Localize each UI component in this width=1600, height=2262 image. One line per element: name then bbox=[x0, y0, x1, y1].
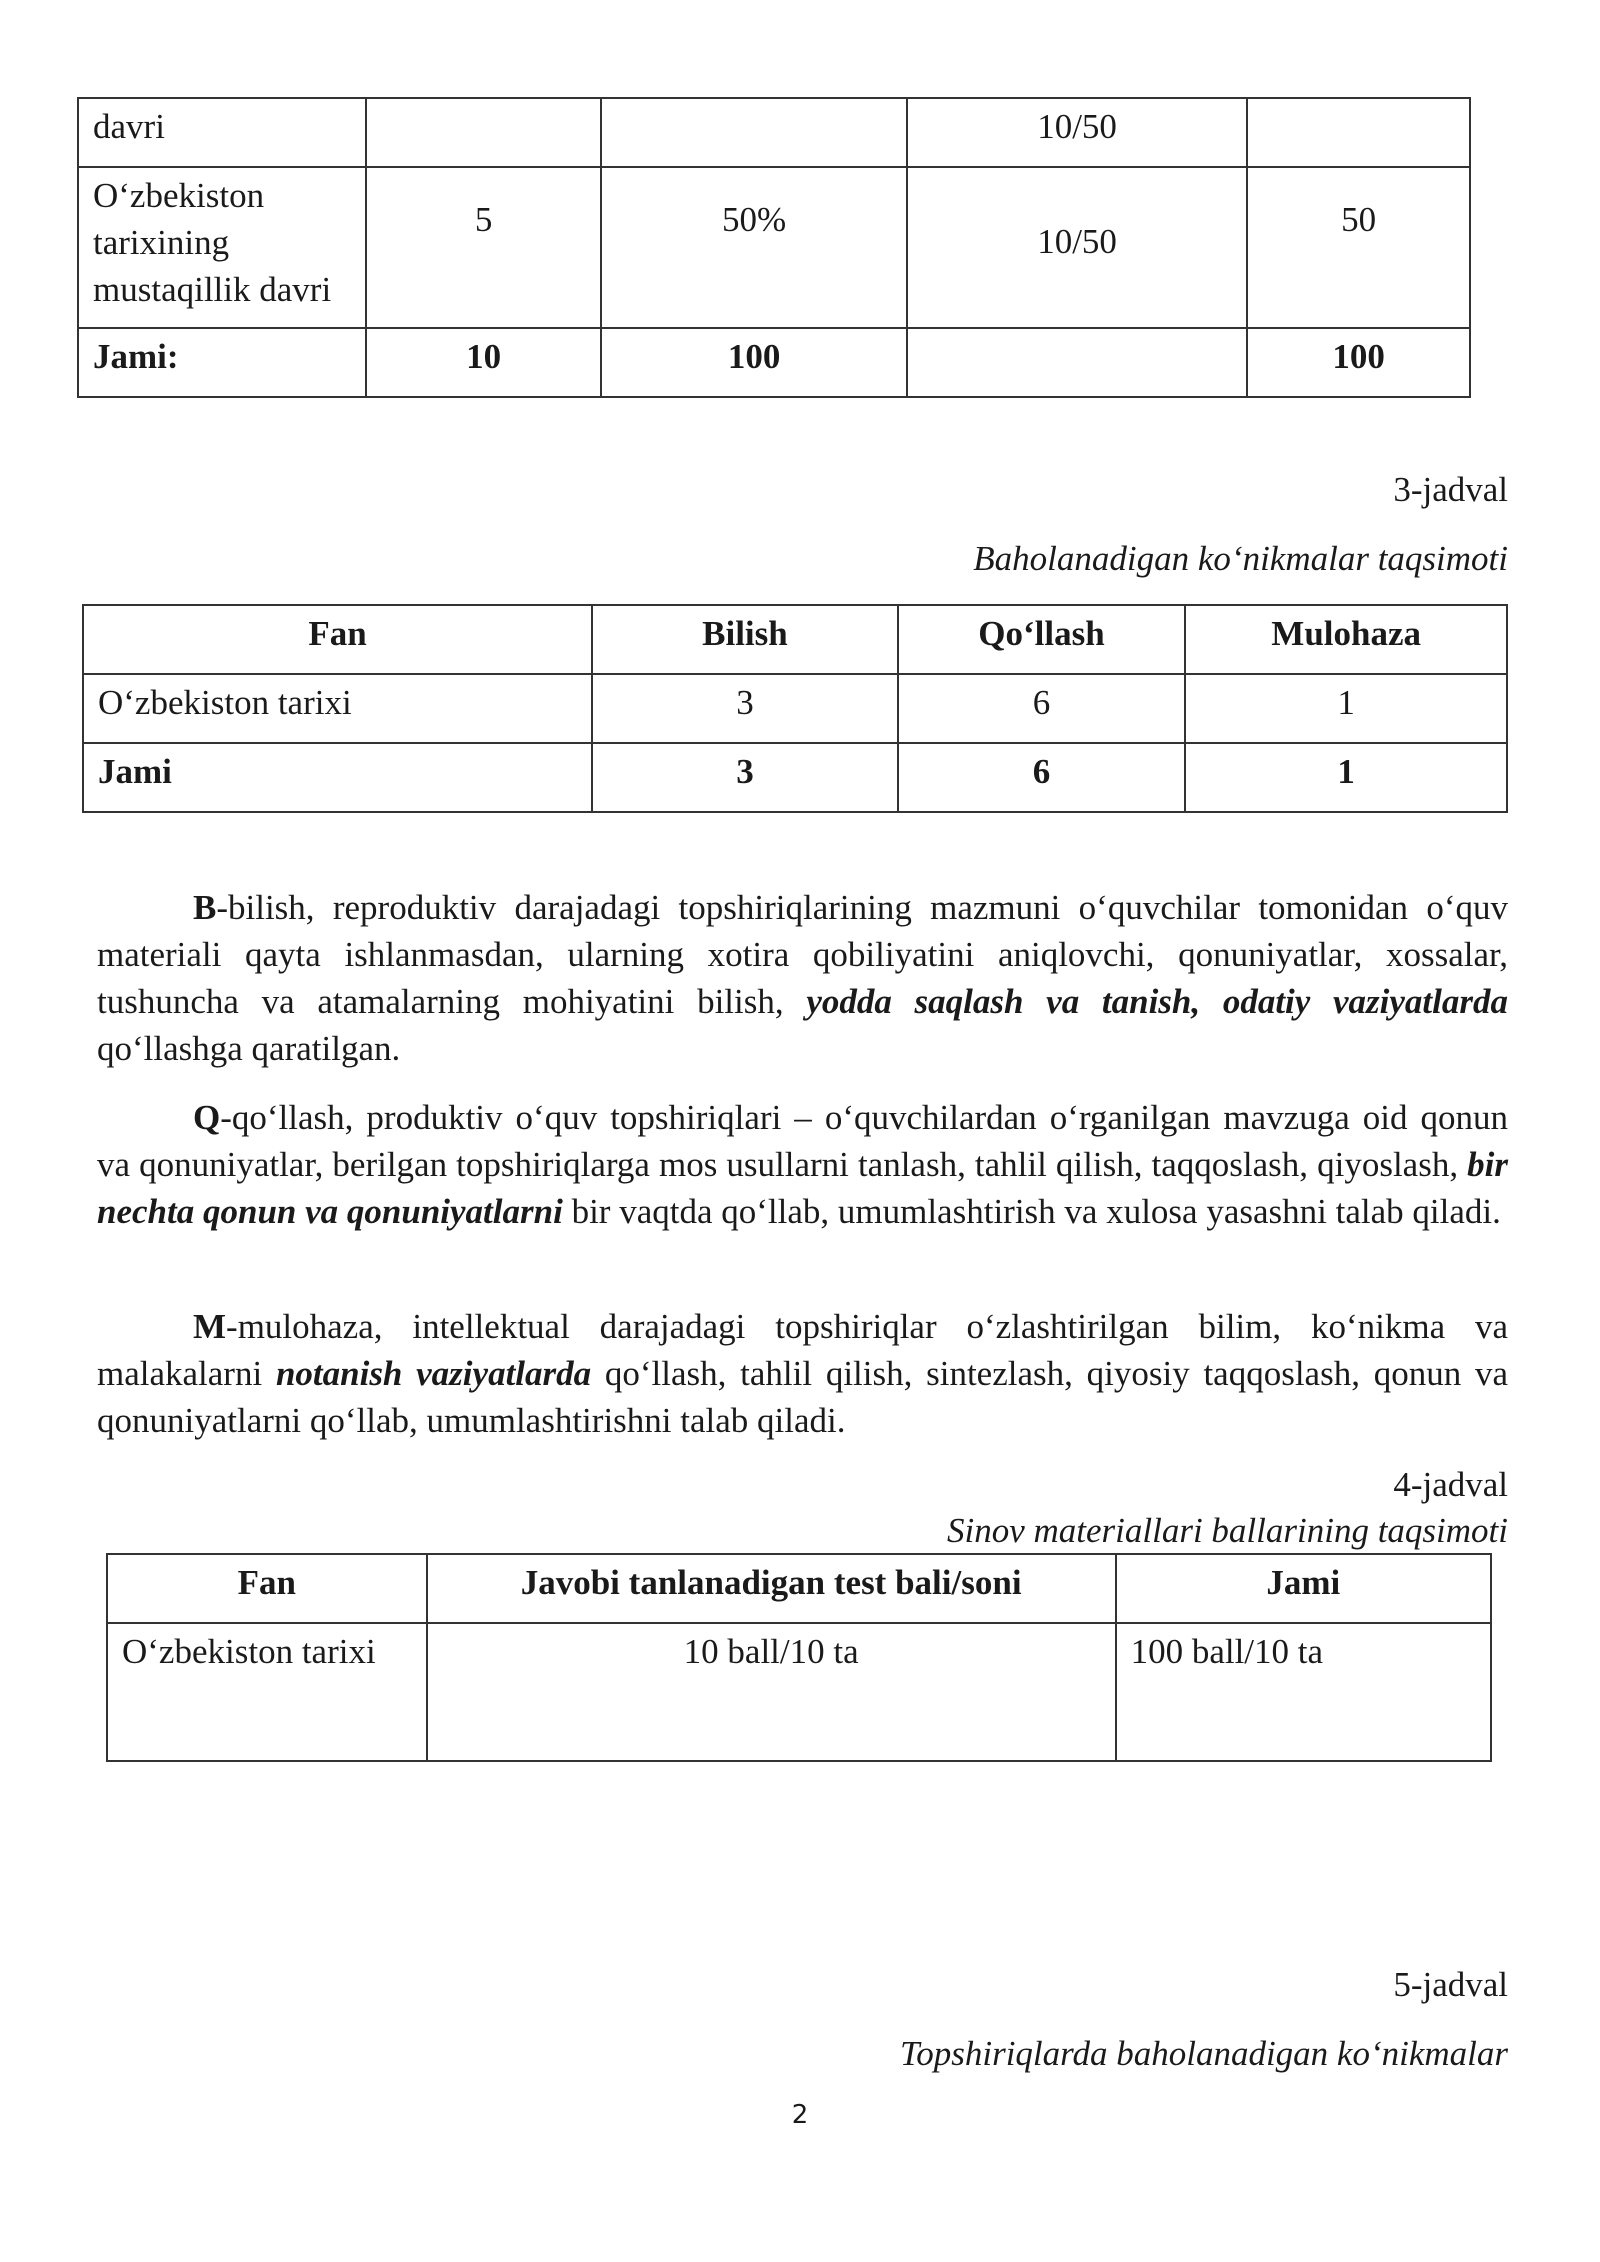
table-cell bbox=[907, 328, 1247, 397]
table-cell: Jami bbox=[83, 743, 592, 812]
table-cell bbox=[601, 98, 906, 167]
paragraph-bilish bbox=[97, 884, 1508, 1072]
paragraph-text: bir vaqtda qo‘llab, umumlashtirish va xulosa yasashni talab qiladi. bbox=[562, 1192, 1501, 1231]
table-3-number: 3-jadval bbox=[1393, 470, 1508, 509]
table-cell: 50 bbox=[1247, 167, 1470, 328]
column-header: Javobi tanlanadigan test bali/soni bbox=[427, 1554, 1116, 1623]
table-row bbox=[107, 1623, 1491, 1761]
column-header: Fan bbox=[107, 1554, 427, 1623]
table-4 bbox=[106, 1553, 1492, 1762]
table-cell: 10/50 bbox=[907, 98, 1247, 167]
table-4-caption: Sinov materiallari ballarining taqsimoti bbox=[947, 1511, 1508, 1550]
table-cell: 6 bbox=[898, 743, 1186, 812]
table-row bbox=[83, 674, 1507, 743]
table-cell: 10/50 bbox=[907, 167, 1247, 328]
table-cell: 1 bbox=[1185, 743, 1507, 812]
page-number: 2 bbox=[791, 2100, 809, 2130]
paragraph-text: qo‘llashga qaratilgan. bbox=[97, 1029, 401, 1068]
paragraph-lead-letter: M bbox=[193, 1307, 227, 1346]
column-header: Fan bbox=[83, 605, 592, 674]
paragraph-lead-letter: B bbox=[193, 888, 217, 927]
table-2-continuation bbox=[77, 97, 1471, 398]
column-header: Qo‘llash bbox=[898, 605, 1186, 674]
table-cell: O‘zbekiston tarixi bbox=[107, 1623, 427, 1761]
paragraph-text: qo‘llash, tahlil qilish, sintezlash, qiyosiy taqqoslash, qonun va qonuniyatlarni qo‘llab, umumlashtirishni talab qiladi. bbox=[97, 1354, 1508, 1440]
table-cell: 3 bbox=[592, 674, 898, 743]
table-cell: O‘zbekiston tarixi bbox=[83, 674, 592, 743]
table-row bbox=[78, 167, 1470, 328]
paragraph-text: -qo‘llash, produktiv o‘quv topshiriqlari – o‘quvchilardan o‘rganilgan mavzuga oid qonun va qonuniyatlar, berilgan topshiriqlarga mos usullarni tanlash, tahlil qilish, taqqoslash, qiyoslash, bbox=[97, 1098, 1508, 1184]
paragraph-emphasis: yodda saqlash va tanish, odatiy vaziyatlarda bbox=[806, 982, 1508, 1021]
table-cell: 1 bbox=[1185, 674, 1507, 743]
table-cell bbox=[1247, 98, 1470, 167]
table-row bbox=[78, 98, 1470, 167]
table-cell: 3 bbox=[592, 743, 898, 812]
table-cell: 6 bbox=[898, 674, 1186, 743]
paragraph-mulohaza bbox=[97, 1303, 1508, 1444]
table-total-row bbox=[83, 743, 1507, 812]
paragraph-emphasis: notanish vaziyatlarda bbox=[275, 1354, 592, 1393]
table-cell: 100 bbox=[1247, 328, 1470, 397]
table-3 bbox=[82, 604, 1508, 813]
table-header-row bbox=[83, 605, 1507, 674]
column-header: Mulohaza bbox=[1185, 605, 1507, 674]
paragraph-emphasis: bir nechta qonun va qonuniyatlarni bbox=[97, 1145, 1508, 1231]
table-5-caption: Topshiriqlarda baholanadigan ko‘nikmalar bbox=[899, 2034, 1508, 2073]
paragraph-text: -mulohaza, intellektual darajadagi topshiriqlar o‘zlashtirilgan bilim, ko‘nikma va malakalarni bbox=[97, 1307, 1508, 1393]
column-header: Jami bbox=[1116, 1554, 1491, 1623]
table-cell: 100 ball/10 ta bbox=[1116, 1623, 1491, 1761]
table-cell: 10 ball/10 ta bbox=[427, 1623, 1116, 1761]
table-5-number: 5-jadval bbox=[1393, 1965, 1508, 2004]
table-header-row bbox=[107, 1554, 1491, 1623]
table-cell: 50% bbox=[601, 167, 906, 328]
column-header: Bilish bbox=[592, 605, 898, 674]
table-cell: O‘zbekiston tarixining mustaqillik davri bbox=[78, 167, 366, 328]
table-cell: 100 bbox=[601, 328, 906, 397]
table-cell bbox=[366, 98, 602, 167]
paragraph-lead-letter: Q bbox=[193, 1098, 221, 1137]
table-total-row bbox=[78, 328, 1470, 397]
table-cell: 10 bbox=[366, 328, 602, 397]
table-3-caption: Baholanadigan ko‘nikmalar taqsimoti bbox=[973, 539, 1508, 578]
table-cell: Jami: bbox=[78, 328, 366, 397]
paragraph-qollash bbox=[97, 1094, 1508, 1235]
table-cell: 5 bbox=[366, 167, 602, 328]
table-4-number: 4-jadval bbox=[1393, 1465, 1508, 1504]
paragraph-text: -bilish, reproduktiv darajadagi topshiriqlarining mazmuni o‘quvchilar tomonidan o‘quv materiali qayta ishlanmasdan, ularning xotira qobiliyatini aniqlovchi, qonuniyatlar, xossalar, tushuncha va atamalarning mohiyatini bilish, bbox=[97, 888, 1508, 1021]
table-cell: davri bbox=[78, 98, 366, 167]
